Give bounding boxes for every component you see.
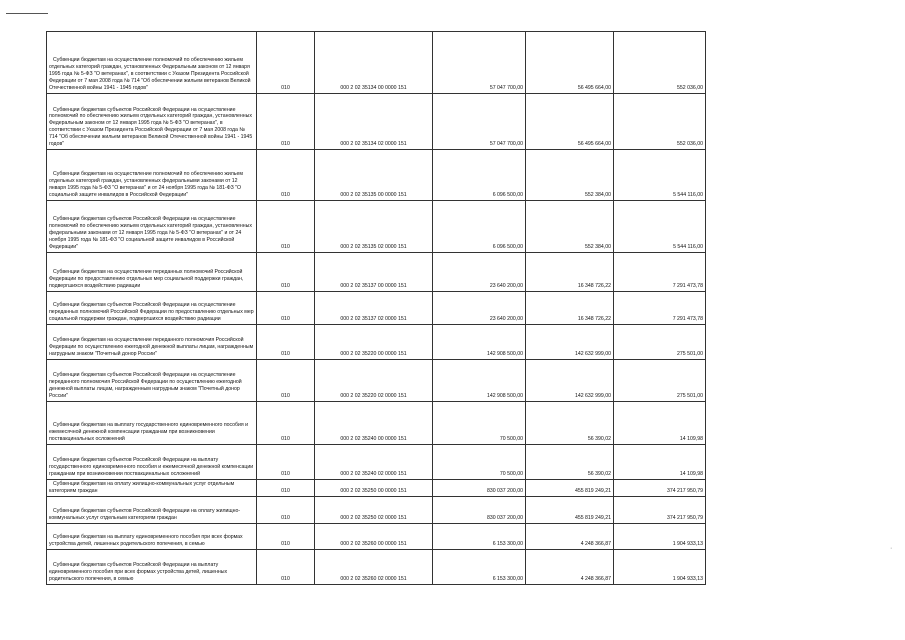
row-fact: 455 819 249,21 (526, 497, 614, 524)
row-fact: 56 390,02 (526, 402, 614, 445)
row-fact: 56 495 664,00 (526, 94, 614, 150)
table-row (47, 325, 706, 360)
row-fact: 552 384,00 (526, 150, 614, 201)
row-fact: 142 632 999,00 (526, 325, 614, 360)
row-budget-code: 000 2 02 35250 00 0000 151 (315, 480, 433, 497)
row-fact: 56 390,02 (526, 445, 614, 480)
row-name: Субвенции бюджетам на оплату жилищно-коммунальных услуг отдельным категориям граждан (47, 480, 257, 497)
row-budget-code: 000 2 02 35134 00 0000 151 (315, 32, 433, 94)
table-row (47, 524, 706, 550)
row-budget-code: 000 2 02 35260 00 0000 151 (315, 524, 433, 550)
table-row (47, 150, 706, 201)
row-name: Субвенции бюджетам субъектов Российской Федерации на выплату единовременного пособия при всех формах устройства детей, лишенных родительского попечения, в семью (47, 550, 257, 585)
row-fact: 142 632 999,00 (526, 360, 614, 402)
row-admin-code: 010 (257, 402, 315, 445)
row-admin-code: 010 (257, 150, 315, 201)
row-plan: 6 153 300,00 (433, 550, 526, 585)
row-plan: 6 096 500,00 (433, 150, 526, 201)
row-plan: 23 640 200,00 (433, 292, 526, 325)
row-fact: 4 248 366,87 (526, 524, 614, 550)
row-plan: 142 908 500,00 (433, 325, 526, 360)
row-admin-code: 010 (257, 445, 315, 480)
row-rest: 7 291 473,78 (614, 253, 706, 292)
table-row (47, 32, 706, 94)
row-rest: 1 904 933,13 (614, 524, 706, 550)
row-name: Субвенции бюджетам субъектов Российской Федерации на осуществление переданного полномочия Российской Федерации по осуществлению ежегодной денежной выплаты лицам, награжденным нагрудным знаком "Почетный донор России" (47, 360, 257, 402)
row-name: Субвенции бюджетам на осуществление переданных полномочий Российской Федерации по предоставлению отдельных мер социальной поддержки граждан, подвергшихся воздействию радиации (47, 253, 257, 292)
row-admin-code: 010 (257, 497, 315, 524)
row-plan: 70 500,00 (433, 445, 526, 480)
row-budget-code: 000 2 02 35220 00 0000 151 (315, 325, 433, 360)
row-name: Субвенции бюджетам на осуществление полномочий по обеспечению жильем отдельных категорий граждан, установленных федеральными законами от 12 января 1995 года № 5-ФЗ "О ветеранах" и от 24 ноября 1995 года № 181-ФЗ "О социальной защите инвалидов в Российской Федерации" (47, 150, 257, 201)
row-plan: 6 153 300,00 (433, 524, 526, 550)
row-name: Субвенции бюджетам субъектов Российской Федерации на осуществление переданных полномочий Российской Федерации по предоставлению отдельных мер социальной поддержки граждан, подвергшихся воздействию радиации (47, 292, 257, 325)
table-row (47, 253, 706, 292)
row-rest: 5 544 116,00 (614, 150, 706, 201)
row-rest: 1 904 933,13 (614, 550, 706, 585)
row-rest: 374 217 950,79 (614, 480, 706, 497)
row-name: Субвенции бюджетам субъектов Российской Федерации на выплату государственного единовременного пособия и ежемесячной денежной компенсации гражданам при возникновении поствакцинальных осложнений (47, 445, 257, 480)
row-budget-code: 000 2 02 35135 02 0000 151 (315, 201, 433, 253)
row-fact: 4 248 366,87 (526, 550, 614, 585)
table-row (47, 480, 706, 497)
row-name: Субвенции бюджетам субъектов Российской Федерации на оплату жилищно-коммунальных услуг отдельным категориям граждан (47, 497, 257, 524)
row-plan: 23 640 200,00 (433, 253, 526, 292)
row-budget-code: 000 2 02 35220 02 0000 151 (315, 360, 433, 402)
row-budget-code: 000 2 02 35134 02 0000 151 (315, 94, 433, 150)
row-budget-code: 000 2 02 35135 00 0000 151 (315, 150, 433, 201)
row-admin-code: 010 (257, 325, 315, 360)
row-plan: 142 908 500,00 (433, 360, 526, 402)
row-admin-code: 010 (257, 292, 315, 325)
row-plan: 57 047 700,00 (433, 32, 526, 94)
row-admin-code: 010 (257, 253, 315, 292)
row-name: Субвенции бюджетам на осуществление переданного полномочия Российской Федерации по осуществлению ежегодной денежной выплаты лицам, награжденным нагрудным знаком "Почетный донор России" (47, 325, 257, 360)
row-budget-code: 000 2 02 35240 00 0000 151 (315, 402, 433, 445)
row-rest: 14 109,98 (614, 445, 706, 480)
row-fact: 56 495 664,00 (526, 32, 614, 94)
table-row (47, 94, 706, 150)
row-admin-code: 010 (257, 360, 315, 402)
table-row (47, 402, 706, 445)
scan-speck: · (890, 545, 893, 552)
row-rest: 275 501,00 (614, 325, 706, 360)
row-rest: 552 036,00 (614, 94, 706, 150)
row-budget-code: 000 2 02 35240 02 0000 151 (315, 445, 433, 480)
row-plan: 57 047 700,00 (433, 94, 526, 150)
table-row (47, 445, 706, 480)
row-admin-code: 010 (257, 480, 315, 497)
row-name: Субвенции бюджетам субъектов Российской Федерации на осуществление полномочий по обеспечению жильем отдельных категорий граждан, установленных Федеральным законом от 12 января 1995 года № 5-ФЗ "О ветеранах", в соответствии с Указом Президента Российской Федерации от 7 мая 2008 года № 714 "Об обеспечении жильем ветеранов Великой Отечественной войны 1941 - 1945 годов" (47, 94, 257, 150)
row-budget-code: 000 2 02 35250 02 0000 151 (315, 497, 433, 524)
table-row (47, 360, 706, 402)
table-row (47, 201, 706, 253)
row-rest: 7 291 473,78 (614, 292, 706, 325)
row-name: Субвенции бюджетам на осуществление полномочий по обеспечению жильем отдельных категорий граждан, установленных Федеральным законом от 12 января 1995 года № 5-ФЗ "О ветеранах", в соответствии с Указом Президента Российской Федерации от 7 мая 2008 года № 714 "Об обеспечении жильем ветеранов Великой Отечественной войны 1941 - 1945 годов" (47, 32, 257, 94)
table-row (47, 292, 706, 325)
budget-table (46, 31, 706, 585)
row-budget-code: 000 2 02 35137 02 0000 151 (315, 292, 433, 325)
row-fact: 455 819 249,21 (526, 480, 614, 497)
row-rest: 14 109,98 (614, 402, 706, 445)
row-plan: 70 500,00 (433, 402, 526, 445)
row-budget-code: 000 2 02 35137 00 0000 151 (315, 253, 433, 292)
row-fact: 552 384,00 (526, 201, 614, 253)
table-row (47, 550, 706, 585)
row-admin-code: 010 (257, 524, 315, 550)
row-plan: 830 037 200,00 (433, 497, 526, 524)
row-rest: 5 544 116,00 (614, 201, 706, 253)
row-admin-code: 010 (257, 201, 315, 253)
row-fact: 16 348 726,22 (526, 292, 614, 325)
row-budget-code: 000 2 02 35260 02 0000 151 (315, 550, 433, 585)
row-plan: 6 096 500,00 (433, 201, 526, 253)
row-admin-code: 010 (257, 32, 315, 94)
row-fact: 16 348 726,22 (526, 253, 614, 292)
row-rest: 275 501,00 (614, 360, 706, 402)
row-name: Субвенции бюджетам на выплату государственного единовременного пособия и ежемесячной денежной компенсации гражданам при возникновении поствакцинальных осложнений (47, 402, 257, 445)
table-row (47, 497, 706, 524)
row-plan: 830 037 200,00 (433, 480, 526, 497)
row-name: Субвенции бюджетам на выплату единовременного пособия при всех формах устройства детей, лишенных родительского попечения, в семью (47, 524, 257, 550)
top-rule (6, 13, 48, 14)
row-rest: 552 036,00 (614, 32, 706, 94)
row-admin-code: 010 (257, 550, 315, 585)
row-rest: 374 217 950,79 (614, 497, 706, 524)
table-body (47, 32, 706, 585)
row-admin-code: 010 (257, 94, 315, 150)
row-name: Субвенции бюджетам субъектов Российской Федерации на осуществление полномочий по обеспечению жильем отдельных категорий граждан, установленных федеральными законами от 12 января 1995 года № 5-ФЗ "О ветеранах" и от 24 ноября 1995 года № 181-ФЗ "О социальной защите инвалидов в Российской Федерации" (47, 201, 257, 253)
